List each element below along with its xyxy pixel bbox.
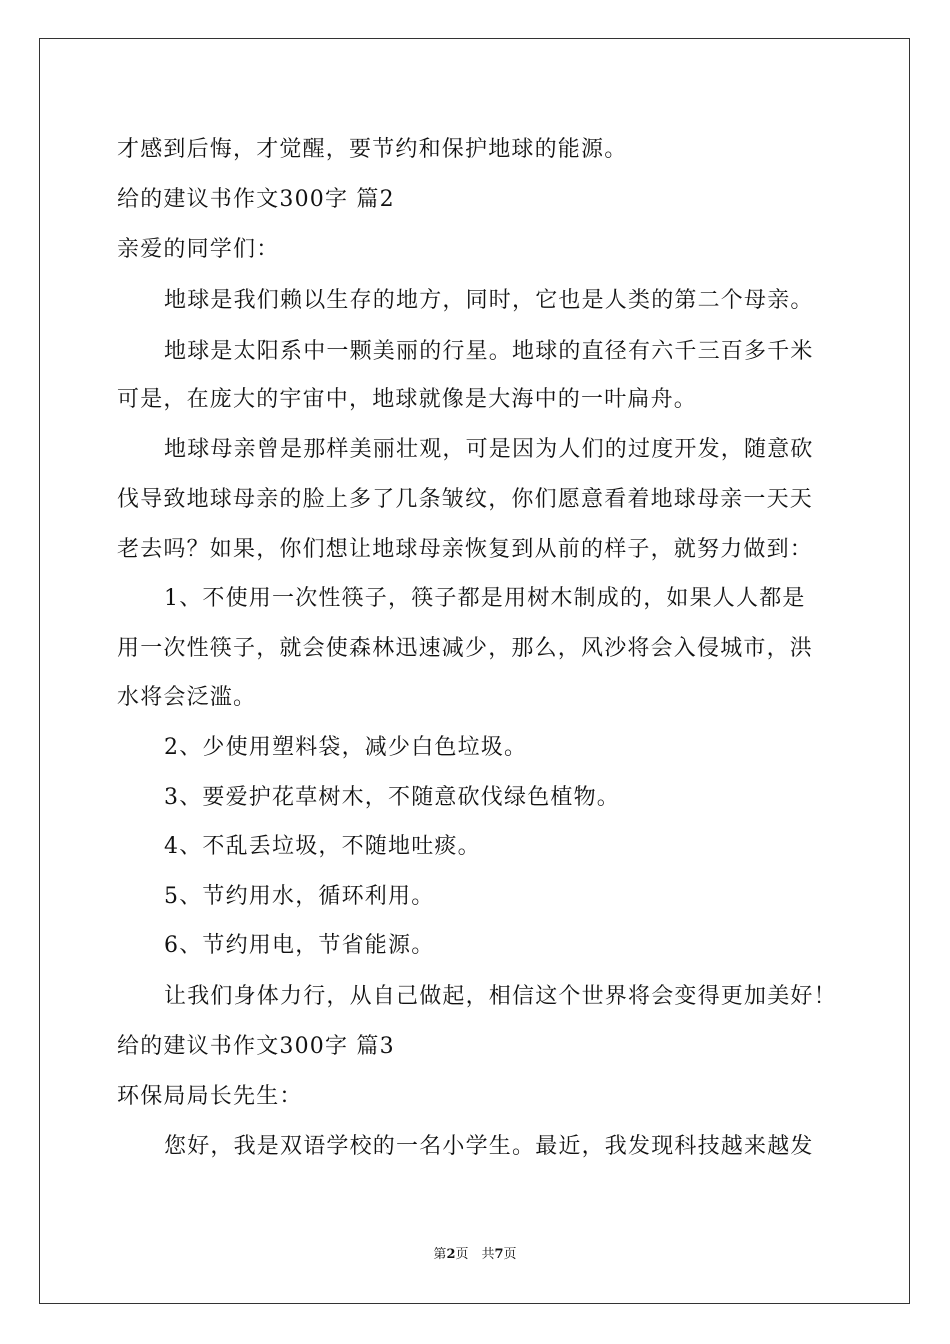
page-suffix: 页 — [503, 1247, 517, 1262]
paragraph-line: 地球是太阳系中一颗美丽的行星。地球的直径有六千三百多千米 — [164, 339, 814, 364]
page-footer — [0, 1247, 950, 1263]
paragraph-line: 您好，我是双语学校的一名小学生。最近，我发现科技越来越发 — [164, 1134, 814, 1159]
paragraph-line: 老去吗？如果，你们想让地球母亲恢复到从前的样子，就努力做到： — [117, 537, 814, 562]
page-current: 2 — [446, 1247, 456, 1262]
paragraph-line: 可是，在庞大的宇宙中，地球就像是大海中的一叶扁舟。 — [117, 387, 698, 412]
paragraph-line: 伐导致地球母亲的脸上多了几条皱纹，你们愿意看着地球母亲一天天 — [117, 487, 814, 512]
list-item-line: 水将会泛滥。 — [117, 685, 257, 710]
text-line: 才感到后悔，才觉醒，要节约和保护地球的能源。 — [117, 137, 628, 162]
section-heading: 给的建议书作文300字 篇3 — [117, 1034, 395, 1059]
page-border — [39, 38, 910, 1304]
list-item: 5、节约用水，循环利用。 — [164, 884, 435, 909]
page-mid: 页 共 — [455, 1247, 495, 1262]
list-item-line: 用一次性筷子，就会使森林迅速减少，那么，风沙将会入侵城市，洪 — [117, 636, 814, 661]
section-heading: 给的建议书作文300字 篇2 — [117, 187, 395, 212]
salutation: 环保局局长先生： — [117, 1084, 303, 1109]
page-prefix: 第 — [433, 1247, 447, 1262]
paragraph-line: 地球是我们赖以生存的地方，同时，它也是人类的第二个母亲。 — [164, 288, 814, 313]
list-item: 2、少使用塑料袋，减少白色垃圾。 — [164, 735, 528, 760]
page-total: 7 — [494, 1247, 504, 1262]
paragraph-line: 地球母亲曾是那样美丽壮观，可是因为人们的过度开发，随意砍 — [164, 437, 814, 462]
salutation: 亲爱的同学们： — [117, 237, 280, 262]
list-item-line: 1、不使用一次性筷子，筷子都是用树木制成的，如果人人都是 — [164, 586, 806, 611]
list-item: 3、要爱护花草树木，不随意砍伐绿色植物。 — [164, 785, 620, 810]
paragraph-line: 让我们身体力行，从自己做起，相信这个世界将会变得更加美好！ — [164, 984, 837, 1009]
list-item: 6、节约用电，节省能源。 — [164, 933, 435, 958]
list-item: 4、不乱丢垃圾，不随地吐痰。 — [164, 834, 481, 859]
